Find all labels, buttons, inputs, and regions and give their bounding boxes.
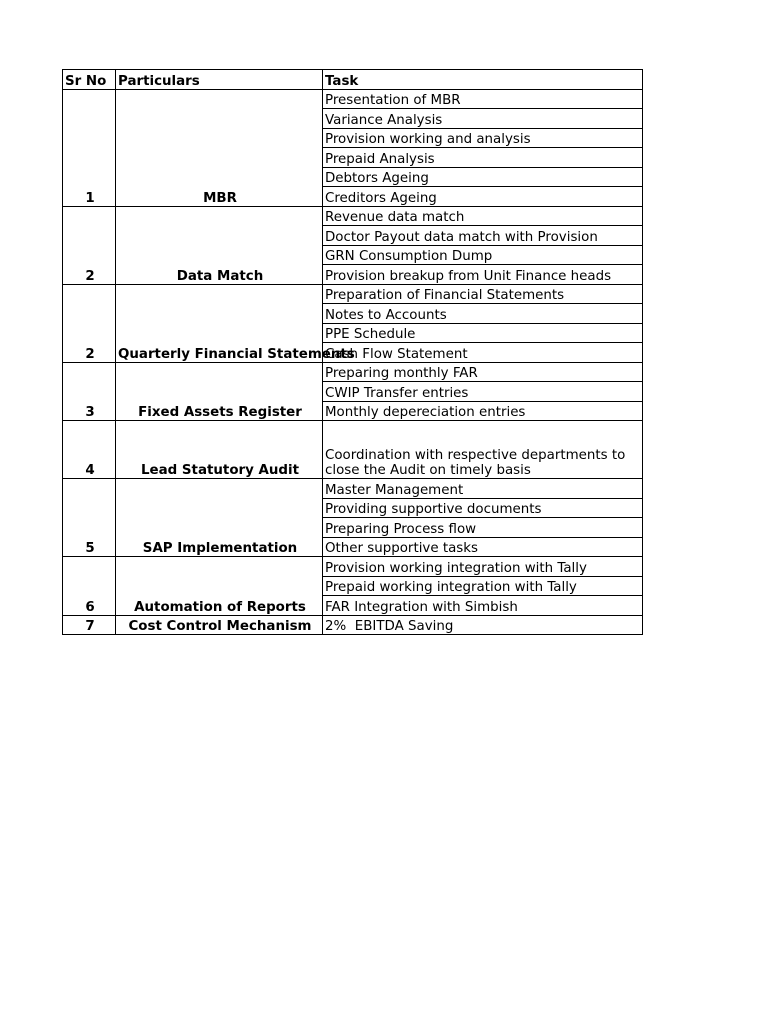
task-cell: Debtors Ageing <box>323 167 643 187</box>
table-row <box>63 89 643 109</box>
particular-cell: MBR <box>116 89 323 206</box>
particular-cell: Data Match <box>116 206 323 284</box>
table-row <box>63 206 643 226</box>
task-cell: Monthly depereciation entries <box>323 401 643 421</box>
task-cell: Presentation of MBR <box>323 89 643 109</box>
task-cell: Preparation of Financial Statements <box>323 284 643 304</box>
task-cell: Creditors Ageing <box>323 187 643 207</box>
table-row <box>63 284 643 304</box>
header-sr-no: Sr No <box>63 70 116 90</box>
sr-no-cell: 2 <box>63 284 116 362</box>
table-row <box>63 479 643 499</box>
particular-cell: Quarterly Financial Statements <box>116 284 323 362</box>
sr-no-cell: 7 <box>63 615 116 635</box>
task-cell: Master Management <box>323 479 643 499</box>
task-cell: Cash Flow Statement <box>323 343 643 363</box>
table-row <box>63 362 643 382</box>
particular-cell: Fixed Assets Register <box>116 362 323 421</box>
sr-no-cell: 5 <box>63 479 116 557</box>
task-table <box>62 69 643 635</box>
task-cell: Other supportive tasks <box>323 537 643 557</box>
task-cell: Notes to Accounts <box>323 304 643 324</box>
sr-no-cell: 1 <box>63 89 116 206</box>
header-particulars: Particulars <box>116 70 323 90</box>
task-table-body <box>63 89 643 635</box>
task-cell: Preparing Process flow <box>323 518 643 538</box>
particular-cell: SAP Implementation <box>116 479 323 557</box>
particular-cell: Lead Statutory Audit <box>116 421 323 479</box>
header-row <box>63 70 643 90</box>
task-cell: Provision breakup from Unit Finance heads <box>323 265 643 285</box>
task-cell: Preparing monthly FAR <box>323 362 643 382</box>
task-cell: Prepaid Analysis <box>323 148 643 168</box>
task-cell: Provision working and analysis <box>323 128 643 148</box>
sr-no-cell: 6 <box>63 557 116 616</box>
particular-cell: Automation of Reports <box>116 557 323 616</box>
task-cell: PPE Schedule <box>323 323 643 343</box>
particular-cell: Cost Control Mechanism <box>116 615 323 635</box>
sr-no-cell: 4 <box>63 421 116 479</box>
task-cell: Provision working integration with Tally <box>323 557 643 577</box>
task-cell: CWIP Transfer entries <box>323 382 643 402</box>
task-cell: Doctor Payout data match with Provision <box>323 226 643 246</box>
task-cell: Coordination with respective departments to close the Audit on timely basis <box>323 421 643 479</box>
table-row <box>63 615 643 635</box>
task-cell: FAR Integration with Simbish <box>323 596 643 616</box>
sr-no-cell: 3 <box>63 362 116 421</box>
task-cell: Providing supportive documents <box>323 498 643 518</box>
task-cell: Revenue data match <box>323 206 643 226</box>
sr-no-cell: 2 <box>63 206 116 284</box>
table-row <box>63 421 643 479</box>
task-cell: Variance Analysis <box>323 109 643 129</box>
header-task: Task <box>323 70 643 90</box>
task-cell: GRN Consumption Dump <box>323 245 643 265</box>
task-cell: 2% EBITDA Saving <box>323 615 643 635</box>
task-cell: Prepaid working integration with Tally <box>323 576 643 596</box>
table-row <box>63 557 643 577</box>
